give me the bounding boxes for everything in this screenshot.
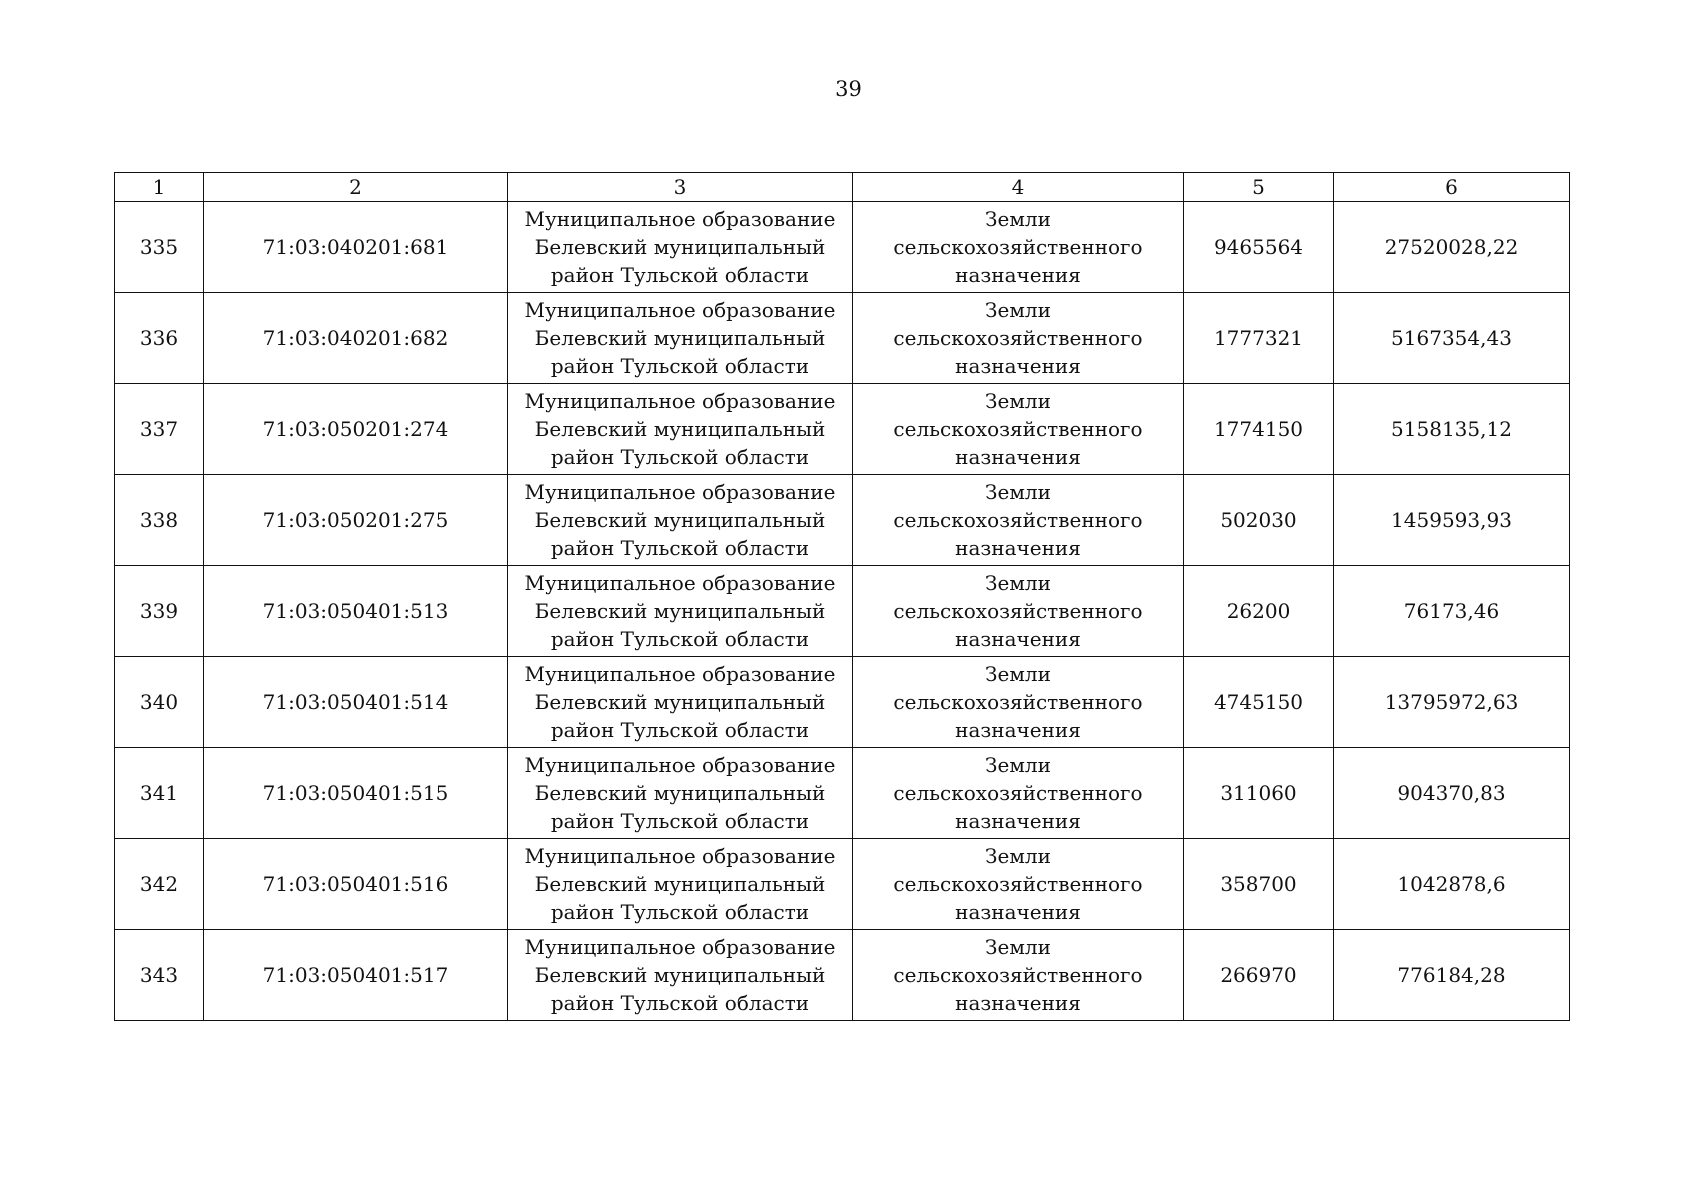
- owner-cell-line: район Тульской области: [550, 263, 810, 287]
- owner-cell-line: Белевский муниципальный: [534, 508, 826, 532]
- land-category-cell: [853, 202, 1184, 293]
- area-cell: 311060: [1184, 748, 1334, 839]
- land-category-cell-line: сельскохозяйственного: [893, 326, 1143, 350]
- row-number-cell: 340: [115, 657, 204, 748]
- land-category-cell-line: Земли: [985, 207, 1051, 231]
- table-row: [115, 202, 1570, 293]
- area-cell: 4745150: [1184, 657, 1334, 748]
- cadastral-number-cell: 71:03:050201:274: [204, 384, 508, 475]
- cadastral-number-cell: 71:03:050401:516: [204, 839, 508, 930]
- land-category-cell: [853, 839, 1184, 930]
- table-row: [115, 475, 1570, 566]
- land-category-cell-line: Земли: [985, 298, 1051, 322]
- table-row: [115, 566, 1570, 657]
- owner-cell-line: Муниципальное образование: [524, 389, 836, 413]
- column-header-4: 4: [853, 173, 1184, 202]
- owner-cell-line: район Тульской области: [550, 991, 810, 1015]
- owner-cell-line: район Тульской области: [550, 809, 810, 833]
- row-number-cell: 339: [115, 566, 204, 657]
- owner-cell: [508, 475, 853, 566]
- cadastral-number-cell: 71:03:040201:681: [204, 202, 508, 293]
- owner-cell-line: Белевский муниципальный: [534, 235, 826, 259]
- row-number-cell: 342: [115, 839, 204, 930]
- owner-cell-line: район Тульской области: [550, 445, 810, 469]
- column-header-1: 1: [115, 173, 204, 202]
- row-number-cell: 337: [115, 384, 204, 475]
- land-category-cell-line: назначения: [955, 627, 1081, 651]
- cadastral-value-cell: 5158135,12: [1334, 384, 1570, 475]
- land-category-cell-line: сельскохозяйственного: [893, 417, 1143, 441]
- area-cell: 502030: [1184, 475, 1334, 566]
- owner-cell-line: Муниципальное образование: [524, 844, 836, 868]
- row-number-cell: 338: [115, 475, 204, 566]
- land-category-cell-line: сельскохозяйственного: [893, 599, 1143, 623]
- land-category-cell-line: назначения: [955, 263, 1081, 287]
- area-cell: 266970: [1184, 930, 1334, 1021]
- land-category-cell-line: назначения: [955, 445, 1081, 469]
- owner-cell-line: Муниципальное образование: [524, 662, 836, 686]
- table-body: [115, 202, 1570, 1021]
- owner-cell-line: Муниципальное образование: [524, 753, 836, 777]
- land-category-cell-line: Земли: [985, 480, 1051, 504]
- owner-cell-line: район Тульской области: [550, 718, 810, 742]
- land-category-cell-line: Земли: [985, 844, 1051, 868]
- land-category-cell: [853, 657, 1184, 748]
- row-number-cell: 336: [115, 293, 204, 384]
- land-category-cell: [853, 475, 1184, 566]
- column-header-5: 5: [1184, 173, 1334, 202]
- cadastral-number-cell: 71:03:050201:275: [204, 475, 508, 566]
- area-cell: 1774150: [1184, 384, 1334, 475]
- land-category-cell-line: Земли: [985, 662, 1051, 686]
- land-category-cell-line: сельскохозяйственного: [893, 781, 1143, 805]
- table-row: [115, 293, 1570, 384]
- cadastral-number-cell: 71:03:050401:515: [204, 748, 508, 839]
- cadastral-value-cell: 76173,46: [1334, 566, 1570, 657]
- owner-cell: [508, 566, 853, 657]
- owner-cell-line: Муниципальное образование: [524, 298, 836, 322]
- column-header-3: 3: [508, 173, 853, 202]
- owner-cell-line: Муниципальное образование: [524, 480, 836, 504]
- land-category-cell-line: сельскохозяйственного: [893, 872, 1143, 896]
- land-category-cell-line: сельскохозяйственного: [893, 235, 1143, 259]
- cadastral-number-cell: 71:03:050401:517: [204, 930, 508, 1021]
- land-category-cell-line: сельскохозяйственного: [893, 963, 1143, 987]
- area-cell: 9465564: [1184, 202, 1334, 293]
- land-category-cell: [853, 384, 1184, 475]
- owner-cell-line: Муниципальное образование: [524, 207, 836, 231]
- owner-cell: [508, 839, 853, 930]
- page-number: 39: [835, 77, 862, 101]
- owner-cell-line: Белевский муниципальный: [534, 417, 826, 441]
- table-row: [115, 839, 1570, 930]
- owner-cell: [508, 657, 853, 748]
- table-row: [115, 930, 1570, 1021]
- column-header-6: 6: [1334, 173, 1570, 202]
- cadastral-value-cell: 1459593,93: [1334, 475, 1570, 566]
- land-registry-table: [114, 172, 1570, 1021]
- owner-cell-line: Белевский муниципальный: [534, 599, 826, 623]
- cadastral-value-cell: 5167354,43: [1334, 293, 1570, 384]
- table-row: [115, 657, 1570, 748]
- area-cell: 1777321: [1184, 293, 1334, 384]
- area-cell: 26200: [1184, 566, 1334, 657]
- owner-cell-line: район Тульской области: [550, 536, 810, 560]
- owner-cell: [508, 202, 853, 293]
- cadastral-value-cell: 904370,83: [1334, 748, 1570, 839]
- land-category-cell-line: Земли: [985, 571, 1051, 595]
- land-category-cell-line: Земли: [985, 753, 1051, 777]
- land-category-cell-line: сельскохозяйственного: [893, 690, 1143, 714]
- row-number-cell: 343: [115, 930, 204, 1021]
- owner-cell: [508, 384, 853, 475]
- owner-cell-line: Белевский муниципальный: [534, 326, 826, 350]
- land-category-cell-line: Земли: [985, 389, 1051, 413]
- owner-cell-line: Муниципальное образование: [524, 571, 836, 595]
- row-number-cell: 335: [115, 202, 204, 293]
- area-cell: 358700: [1184, 839, 1334, 930]
- land-category-cell-line: Земли: [985, 935, 1051, 959]
- owner-cell-line: Белевский муниципальный: [534, 872, 826, 896]
- land-category-cell-line: сельскохозяйственного: [893, 508, 1143, 532]
- land-category-cell: [853, 566, 1184, 657]
- land-category-cell-line: назначения: [955, 536, 1081, 560]
- cadastral-value-cell: 13795972,63: [1334, 657, 1570, 748]
- table-row: [115, 748, 1570, 839]
- land-category-cell: [853, 293, 1184, 384]
- column-header-2: 2: [204, 173, 508, 202]
- owner-cell: [508, 748, 853, 839]
- owner-cell-line: район Тульской области: [550, 900, 810, 924]
- cadastral-value-cell: 776184,28: [1334, 930, 1570, 1021]
- land-category-cell-line: назначения: [955, 354, 1081, 378]
- land-category-cell-line: назначения: [955, 718, 1081, 742]
- owner-cell-line: район Тульской области: [550, 354, 810, 378]
- column-number-row: [115, 173, 1570, 202]
- cadastral-number-cell: 71:03:040201:682: [204, 293, 508, 384]
- land-category-cell-line: назначения: [955, 809, 1081, 833]
- owner-cell-line: Белевский муниципальный: [534, 690, 826, 714]
- land-category-cell-line: назначения: [955, 900, 1081, 924]
- cadastral-value-cell: 1042878,6: [1334, 839, 1570, 930]
- row-number-cell: 341: [115, 748, 204, 839]
- owner-cell-line: Муниципальное образование: [524, 935, 836, 959]
- land-category-cell: [853, 748, 1184, 839]
- cadastral-number-cell: 71:03:050401:513: [204, 566, 508, 657]
- table-row: [115, 384, 1570, 475]
- owner-cell: [508, 930, 853, 1021]
- cadastral-value-cell: 27520028,22: [1334, 202, 1570, 293]
- owner-cell: [508, 293, 853, 384]
- land-category-cell-line: назначения: [955, 991, 1081, 1015]
- owner-cell-line: район Тульской области: [550, 627, 810, 651]
- owner-cell-line: Белевский муниципальный: [534, 963, 826, 987]
- cadastral-number-cell: 71:03:050401:514: [204, 657, 508, 748]
- owner-cell-line: Белевский муниципальный: [534, 781, 826, 805]
- land-category-cell: [853, 930, 1184, 1021]
